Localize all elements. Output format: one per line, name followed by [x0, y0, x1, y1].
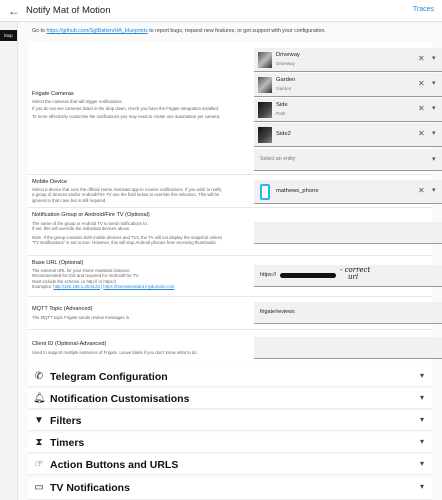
- client-id-description: Used to support multiple instances of Frigate. Leave blank if you don't know what to do.: [32, 350, 198, 355]
- page-title: Notify Mat of Motion: [26, 5, 111, 16]
- gesture-icon: ☞: [34, 459, 44, 470]
- close-icon[interactable]: ✕: [418, 54, 425, 63]
- chevron-down-icon[interactable]: ▾: [419, 371, 424, 380]
- example-domain-link[interactable]: https://homeassistant.mydomain.com: [103, 284, 175, 290]
- chevron-down-icon[interactable]: ▾: [432, 187, 436, 194]
- chevron-down-icon[interactable]: ▾: [432, 55, 436, 62]
- camera-thumbnail: [258, 102, 272, 118]
- close-icon[interactable]: ✕: [418, 129, 425, 138]
- mqtt-topic-description: The MQTT topic Frigate sends review messages in.: [32, 315, 131, 320]
- filter-icon: ▼: [34, 415, 44, 426]
- client-id-row: [28, 330, 432, 366]
- cameras-label: Frigate Cameras: [32, 91, 74, 97]
- chevron-down-icon[interactable]: ▾: [419, 415, 424, 424]
- notification-group-description: The name of the group or Android TV to send notifications to. If set, this will override the individual devices above. Note: If the group contains both mobile devices and TVs, the TV will not display the snapshot unless "TV Notifications" is set to true. However, this will stop Android phones from receiving thumbnails.: [32, 221, 222, 246]
- notification-group-input[interactable]: [254, 222, 442, 244]
- mqtt-topic-row: [28, 297, 432, 330]
- close-icon[interactable]: ✕: [418, 79, 425, 88]
- section-notification-customisations[interactable]: 🔔︎ Notification Customisations ▾: [28, 389, 432, 409]
- cameras-row: [28, 42, 436, 175]
- chevron-down-icon[interactable]: ▾: [419, 459, 424, 468]
- example-local-link[interactable]: http://192.168.1.25:8123: [53, 284, 100, 290]
- section-filters[interactable]: ▼ Filters ▾: [28, 411, 432, 431]
- sidebar-tag: ktop: [0, 30, 17, 41]
- blueprint-inputs-card: [28, 42, 436, 366]
- tv-icon: ▭: [34, 482, 44, 493]
- chevron-down-icon[interactable]: ▾: [432, 105, 436, 112]
- sidebar: [0, 22, 18, 500]
- camera-chip-side2[interactable]: Side2 ✕ ▾: [254, 123, 442, 147]
- client-id-label: Client ID (Optional-Advanced): [32, 341, 107, 347]
- mobile-device-description: Select a device that runs the official Home Assistant app to receive notifications. If you wish to notify a group of devices and/or Android/Fire TV use the field below to override this selection. This will be ignored in that case but is still required.: [32, 187, 222, 203]
- section-timers[interactable]: ⧗ Timers ▾: [28, 433, 432, 453]
- bell-icon: 🔔︎: [33, 393, 46, 404]
- chevron-down-icon[interactable]: ▾: [432, 80, 436, 87]
- mqtt-topic-label: MQTT Topic (Advanced): [32, 306, 93, 312]
- camera-thumbnail: [258, 127, 272, 143]
- intro-text: Go to https://github.com/SgtBatten/HA_blueprints to report bugs, request new features, or get support with your configuration.: [32, 28, 326, 34]
- hourglass-icon: ⧗: [35, 437, 43, 448]
- mobile-device-label: Mobile Device: [32, 179, 68, 185]
- client-id-input[interactable]: [254, 337, 442, 359]
- close-icon[interactable]: ✕: [418, 186, 425, 195]
- camera-entity-select[interactable]: Select an entity ▾: [254, 149, 442, 171]
- redacted-url: [280, 273, 336, 278]
- notification-group-label: Notification Group or Android/Fire TV (Optional): [32, 212, 150, 218]
- camera-chip-side[interactable]: Side Path ✕ ▾: [254, 98, 442, 122]
- chevron-down-icon[interactable]: ▾: [419, 437, 424, 446]
- top-app-bar: [0, 0, 442, 22]
- section-action-buttons-and-urls[interactable]: ☞ Action Buttons and URLS ▾: [28, 455, 432, 475]
- mqtt-topic-input[interactable]: frigate/reviews: [254, 302, 442, 324]
- section-telegram-configuration[interactable]: ✆ Telegram Configuration ▾: [28, 367, 432, 387]
- cameras-description: Select the cameras that will trigger notifications. If you do not see cameras listed in the drop down, check you have the Frigate integration installed. To more effectively customise the notifications you may need to create one automation per camera.: [32, 99, 221, 119]
- camera-thumbnail: [258, 77, 272, 93]
- base-url-label: Base URL (Optional): [32, 260, 84, 266]
- camera-chip-driveway[interactable]: Driveway Driveway ✕ ▾: [254, 48, 442, 72]
- handwritten-annotation: - correct url: [340, 266, 371, 281]
- chevron-down-icon[interactable]: ▾: [419, 393, 424, 402]
- base-url-input[interactable]: https:// - correct url: [254, 265, 442, 287]
- traces-button[interactable]: Traces: [412, 6, 434, 13]
- arrow-left-icon[interactable]: ←: [8, 4, 20, 18]
- base-url-description: The external URL for your Home Assistant instance. Recommended for iOS and required for Android/Fire TV. Must include the scheme i.e http:// or https:// Examples: http://192.168.1.25:8123 | https://homeassistant.mydomain.com: [32, 268, 175, 290]
- chevron-down-icon[interactable]: ▾: [419, 482, 424, 491]
- mobile-device-select[interactable]: mathews_phone ✕ ▾: [254, 180, 442, 204]
- phone-icon: ✆: [34, 371, 44, 382]
- base-url-row: [28, 256, 432, 297]
- chevron-down-icon[interactable]: ▾: [432, 156, 436, 163]
- github-link[interactable]: https://github.com/SgtBatten/HA_blueprints: [46, 28, 148, 34]
- close-icon[interactable]: ✕: [418, 104, 425, 113]
- notification-group-row: [28, 208, 432, 256]
- camera-thumbnail: [258, 52, 272, 68]
- camera-chip-garden[interactable]: Garden Garden ✕ ▾: [254, 73, 442, 97]
- phone-icon: [260, 184, 270, 200]
- section-tv-notifications[interactable]: ▭ TV Notifications ▾: [28, 478, 432, 500]
- mobile-device-row: [28, 175, 436, 208]
- chevron-down-icon[interactable]: ▾: [432, 130, 436, 137]
